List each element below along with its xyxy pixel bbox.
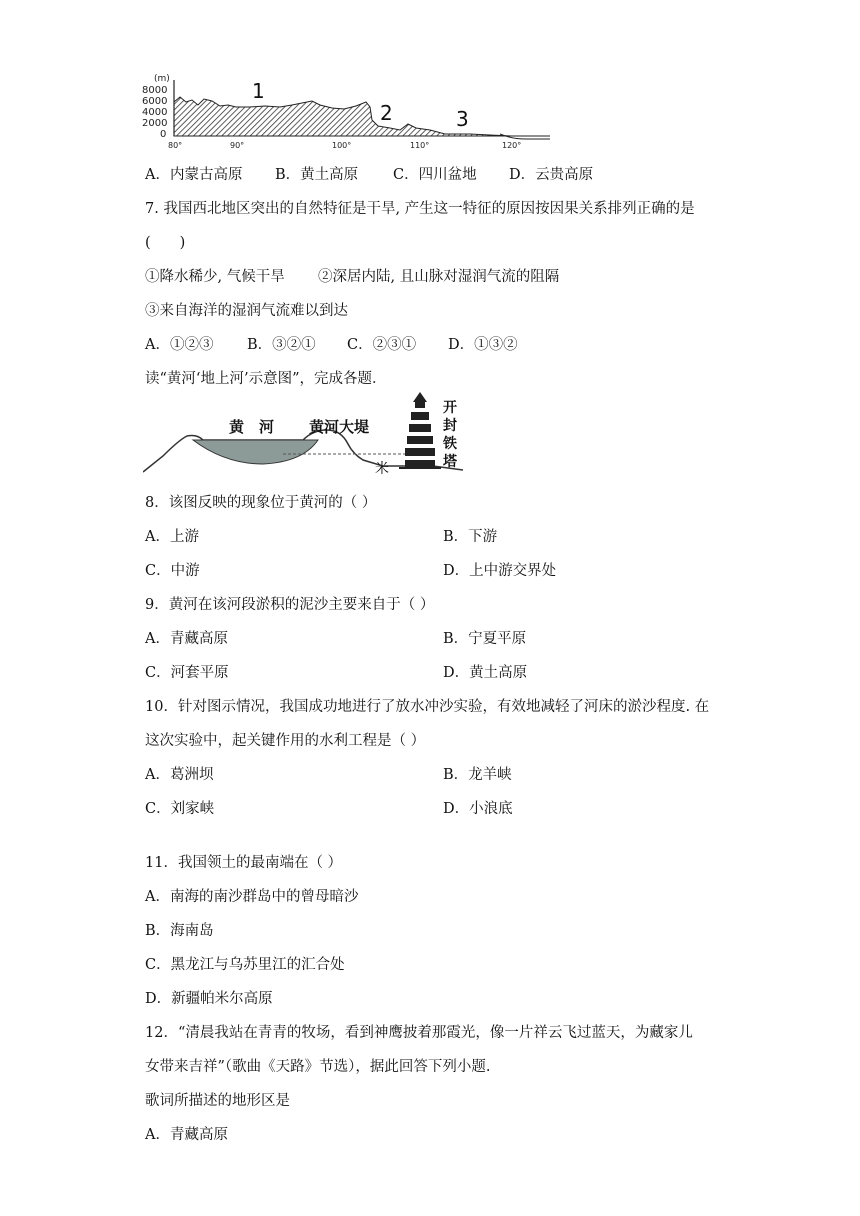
profile-label-1: 1 — [252, 79, 265, 103]
yellow-river-figure — [143, 388, 463, 480]
profile-x-tick: 110° — [410, 141, 430, 150]
option-c[interactable]: C．四川盆地 — [393, 167, 477, 183]
option-a[interactable]: A．上游 — [145, 529, 199, 545]
q12-stem-line1: 12．“清晨我站在青青的牧场，看到神鹰披着那霞光，像一片祥云飞过蓝天，为藏家儿 — [145, 1025, 693, 1041]
tower-label: 开 — [443, 400, 457, 416]
option-d[interactable]: D．新疆帕米尔高原 — [145, 991, 273, 1007]
option-a[interactable]: A．内蒙古高原 — [145, 167, 243, 183]
q10-stem-line1: 10．针对图示情况，我国成功地进行了放水冲沙实验，有效地减轻了河床的淤沙程度. 在 — [145, 699, 710, 715]
profile-x-tick: 80° — [168, 141, 183, 150]
option-b[interactable]: B．下游 — [443, 529, 498, 545]
yellow-river-intro: 读“黄河‘地上河’示意图”，完成各题． — [145, 371, 387, 387]
option-b[interactable]: B．龙羊峡 — [443, 767, 512, 783]
option-d[interactable]: D．云贵高原 — [509, 167, 594, 183]
profile-x-tick: 90° — [230, 141, 245, 150]
option-c[interactable]: C．刘家峡 — [145, 801, 215, 817]
terrain-profile-figure — [140, 70, 550, 150]
option-c[interactable]: C．黑龙江与乌苏里江的汇合处 — [145, 957, 345, 973]
q9-stem: 9．黄河在该河段淤积的泥沙主要来自于（ ） — [145, 597, 435, 613]
option-d[interactable]: D．①③② — [448, 337, 518, 353]
q11-stem: 11．我国领土的最南端在（ ） — [145, 855, 343, 871]
rice-symbol: 米 — [375, 461, 389, 477]
option-b[interactable]: B．③②① — [247, 337, 316, 353]
profile-x-tick: 120° — [502, 141, 522, 150]
profile-y-tick: 2000 — [142, 118, 168, 129]
tower-label: 铁 — [443, 436, 457, 452]
profile-label-3: 3 — [456, 107, 469, 131]
tower-label: 封 — [443, 418, 457, 434]
q12-sub-question: 歌词所描述的地形区是 — [145, 1093, 290, 1109]
q7-answer-paren: ( ) — [145, 235, 186, 251]
q7-item-1: ①降水稀少, 气候干旱 — [145, 269, 285, 285]
profile-y-tick: 8000 — [142, 85, 168, 96]
option-a[interactable]: A．青藏高原 — [145, 631, 228, 647]
option-d[interactable]: D．上中游交界处 — [443, 563, 557, 579]
q10-stem-line2: 这次实验中，起关键作用的水利工程是（ ） — [145, 733, 426, 749]
profile-y-tick: 6000 — [142, 96, 168, 107]
option-d[interactable]: D．黄土高原 — [443, 665, 528, 681]
profile-y-tick: 4000 — [142, 107, 168, 118]
option-c[interactable]: C．河套平原 — [145, 665, 229, 681]
option-b[interactable]: B．宁夏平原 — [443, 631, 527, 647]
dike-label: 黄河大堤 — [309, 418, 370, 436]
q8-stem: 8．该图反映的现象位于黄河的（ ） — [145, 495, 377, 511]
q7-item-2: ②深居内陆, 且山脉对湿润气流的阻隔 — [318, 269, 560, 285]
option-a[interactable]: A．南海的南沙群岛中的曾母暗沙 — [145, 889, 359, 905]
option-b[interactable]: B．黄土高原 — [275, 167, 359, 183]
q7-options — [145, 333, 518, 354]
option-d[interactable]: D．小浪底 — [443, 801, 513, 817]
option-a[interactable]: A．①②③ — [145, 337, 214, 353]
q6-options — [145, 163, 594, 184]
option-a[interactable]: A．青藏高原 — [145, 1127, 228, 1143]
iron-tower-icon — [399, 392, 441, 468]
option-b[interactable]: B．海南岛 — [145, 923, 214, 939]
profile-unit: (m) — [154, 74, 170, 84]
river-label: 黄 河 — [229, 418, 275, 436]
q7-item-3: ③来自海洋的湿润气流难以到达 — [145, 303, 348, 319]
q7-stem: 7. 我国西北地区突出的自然特征是干旱, 产生这一特征的原因按因果关系排列正确的是 — [145, 201, 695, 217]
river-water — [193, 440, 318, 464]
profile-x-tick: 100° — [332, 141, 352, 150]
option-a[interactable]: A．葛洲坝 — [145, 767, 214, 783]
option-c[interactable]: C．②③① — [347, 337, 417, 353]
profile-label-2: 2 — [380, 101, 393, 125]
q12-stem-line2: 女带来吉祥”（歌曲《天路》节选），据此回答下列小题. — [145, 1059, 491, 1075]
profile-y-tick: 0 — [160, 129, 167, 140]
tower-label: 塔 — [443, 454, 457, 470]
option-c[interactable]: C．中游 — [145, 563, 200, 579]
